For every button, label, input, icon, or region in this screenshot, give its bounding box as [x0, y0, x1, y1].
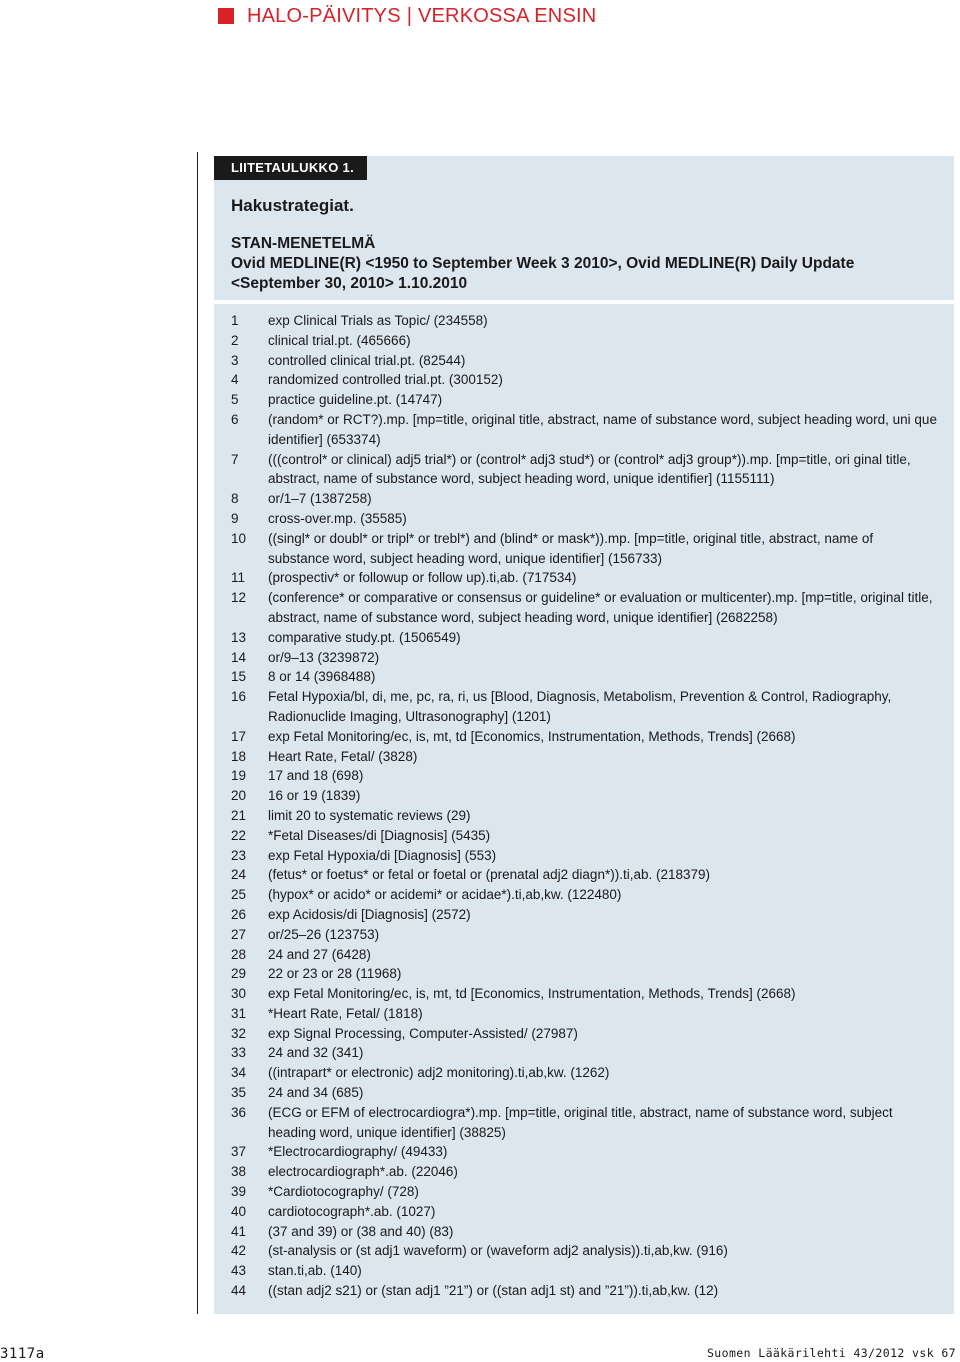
table-title: Hakustrategiat.: [231, 196, 354, 215]
search-row: [214, 509, 954, 529]
search-row-number: 12: [231, 590, 247, 606]
search-row: [214, 450, 954, 490]
search-row-query: cardiotocograph*.ab. (1027): [268, 1203, 436, 1219]
search-row: [214, 865, 954, 885]
search-row: [214, 984, 954, 1004]
search-row-query: comparative study.pt. (1506549): [268, 629, 461, 645]
search-row: [214, 925, 954, 945]
search-row-number: 14: [231, 649, 247, 665]
search-row-query: (prospectiv* or followup or follow up).ti,ab. (717534): [268, 570, 577, 586]
search-row-query: (fetus* or foetus* or fetal or foetal or (prenatal adj2 diagn*)).ti,ab. (218379): [268, 867, 710, 883]
search-row-number: 33: [231, 1045, 247, 1061]
margin-rule: [197, 152, 198, 1314]
search-row-number: 20: [231, 788, 247, 804]
search-row-number: 8: [231, 491, 239, 507]
search-row-query: (hypox* or acido* or acidemi* or acidae*).ti,ab,kw. (122480): [268, 887, 622, 903]
search-row-number: 10: [231, 530, 247, 546]
search-row-number: 22: [231, 827, 247, 843]
search-row: [214, 885, 954, 905]
red-square-icon: [218, 8, 234, 24]
search-row-query: *Electrocardiography/ (49433): [268, 1144, 448, 1160]
search-row-query: Heart Rate, Fetal/ (3828): [268, 748, 418, 764]
search-row-query: exp Fetal Hypoxia/di [Diagnosis] (553): [268, 847, 497, 863]
search-row-number: 21: [231, 807, 247, 823]
search-row-number: 32: [231, 1025, 247, 1041]
search-row-query: or/25–26 (123753): [268, 926, 380, 942]
search-row-number: 43: [231, 1263, 247, 1279]
search-row: [214, 1043, 954, 1063]
table-label-bar: [214, 156, 954, 180]
search-row: [214, 568, 954, 588]
search-row-number: 26: [231, 906, 247, 922]
search-row-number: 40: [231, 1203, 247, 1219]
search-row: [214, 945, 954, 965]
search-row-query: (conference* or comparative or consensus or guideline* or evaluation or multicenter).mp. [mp=title, original title, abstract, name of substance word, subject heading word, unique identifier] (2682258): [268, 590, 933, 625]
search-row-number: 13: [231, 629, 247, 645]
search-row: [214, 1202, 954, 1222]
search-row: [214, 370, 954, 390]
search-row-number: 2: [231, 332, 239, 348]
search-row-number: 17: [231, 728, 247, 744]
search-row-query: 17 and 18 (698): [268, 768, 364, 784]
search-row: [214, 1162, 954, 1182]
search-row: [214, 1281, 954, 1301]
search-row-query: 22 or 23 or 28 (11968): [268, 966, 402, 982]
search-row-number: 38: [231, 1164, 247, 1180]
search-row: [214, 648, 954, 668]
search-row-number: 5: [231, 392, 239, 408]
search-row-number: 23: [231, 847, 247, 863]
search-row-number: 41: [231, 1223, 247, 1239]
search-row-query: 24 and 32 (341): [268, 1045, 364, 1061]
search-row-query: stan.ti,ab. (140): [268, 1263, 362, 1279]
search-row: [214, 410, 954, 450]
search-row-number: 37: [231, 1144, 247, 1160]
search-row-query: ((intrapart* or electronic) adj2 monitoring).ti,ab,kw. (1262): [268, 1065, 610, 1081]
search-row: [214, 826, 954, 846]
search-row-number: 31: [231, 1005, 247, 1021]
search-row-number: 4: [231, 372, 239, 388]
search-row: [214, 1024, 954, 1044]
search-row-number: 11: [231, 570, 246, 586]
search-row-query: (random* or RCT?).mp. [mp=title, original title, abstract, name of substance word, subject heading word, uni que identifier] (653374): [268, 411, 937, 447]
search-row-query: (((control* or clinical) adj5 trial*) or (control* adj3 stud*) or (control* adj3 group*)).mp. [mp=title, ori ginal title, abstract, name of substance word, subject heading word, unique identifier] (1155111): [268, 451, 911, 487]
search-row-number: 28: [231, 946, 247, 962]
search-row: [214, 806, 954, 826]
publication-info: Suomen Lääkärilehti 43/2012 vsk 67: [706, 1346, 956, 1360]
search-row: [214, 727, 954, 747]
search-row-query: practice guideline.pt. (14747): [268, 392, 443, 408]
method-name: STAN-MENETELMÄ: [231, 235, 376, 252]
search-row-number: 6: [231, 411, 239, 427]
search-row-number: 25: [231, 887, 247, 903]
search-row: [214, 1241, 954, 1261]
search-row-number: 35: [231, 1085, 247, 1101]
search-row: [214, 1261, 954, 1281]
search-row: [214, 1142, 954, 1162]
search-row: [214, 1083, 954, 1103]
search-row: [214, 351, 954, 371]
search-row-number: 19: [231, 768, 247, 784]
search-row-query: (st-analysis or (st adj1 waveform) or (waveform adj2 analysis)).ti,ab,kw. (916): [268, 1243, 728, 1259]
search-row-query: (ECG or EFM of electrocardiogra*).mp. [mp=title, original title, abstract, name of substance word, subject heading word, unique identifier] (38825): [268, 1104, 893, 1140]
search-row-query: clinical trial.pt. (465666): [268, 332, 411, 348]
search-row-query: *Cardiotocography/ (728): [268, 1184, 419, 1200]
search-row-query: exp Fetal Monitoring/ec, is, mt, td [Economics, Instrumentation, Methods, Trends] (2668): [268, 728, 796, 744]
search-row-number: 9: [231, 510, 239, 526]
search-row: [214, 331, 954, 351]
search-row-query: or/9–13 (3239872): [268, 649, 380, 665]
search-row-query: *Fetal Diseases/di [Diagnosis] (5435): [268, 827, 491, 843]
panel-divider: [214, 300, 954, 304]
search-strategy-list: [214, 311, 954, 1301]
search-row-query: exp Fetal Monitoring/ec, is, mt, td [Economics, Instrumentation, Methods, Trends] (2668): [268, 986, 796, 1002]
search-row: [214, 489, 954, 509]
search-row: [214, 1063, 954, 1083]
search-row-query: Fetal Hypoxia/bl, di, me, pc, ra, ri, us [Blood, Diagnosis, Metabolism, Prevention & Control, Radiography, Radionuclide Imaging, Ultrasonography] (1201): [268, 689, 892, 724]
search-row-number: 24: [231, 867, 247, 883]
page-header: [218, 4, 596, 28]
search-row: [214, 687, 954, 727]
search-row-query: (37 and 39) or (38 and 40) (83): [268, 1223, 454, 1239]
search-row: [214, 1182, 954, 1202]
search-row-query: exp Acidosis/di [Diagnosis] (2572): [268, 906, 471, 922]
search-row: [214, 311, 954, 331]
header-separator: |: [406, 5, 412, 27]
search-row-number: 7: [231, 451, 239, 467]
search-row-number: 3: [231, 352, 239, 368]
search-row-number: 18: [231, 748, 247, 764]
search-row-query: cross-over.mp. (35585): [268, 510, 407, 526]
search-row-number: 42: [231, 1243, 247, 1259]
search-row: [214, 1103, 954, 1143]
search-row-query: *Heart Rate, Fetal/ (1818): [268, 1005, 423, 1021]
search-row: [214, 667, 954, 687]
search-row-number: 16: [231, 689, 247, 705]
search-row-query: ((stan adj2 s21) or (stan adj1 ”21”) or ((stan adj1 st) and ”21”)).ti,ab,kw. (12): [268, 1283, 719, 1299]
search-row-number: 30: [231, 986, 247, 1002]
search-row-number: 29: [231, 966, 247, 982]
search-row-query: 24 and 27 (6428): [268, 946, 371, 962]
search-row-query: 16 or 19 (1839): [268, 788, 361, 804]
search-row-query: limit 20 to systematic reviews (29): [268, 807, 471, 823]
search-row-query: exp Signal Processing, Computer-Assisted/ (27987): [268, 1025, 578, 1041]
search-row: [214, 529, 954, 569]
search-row-number: 27: [231, 926, 247, 942]
search-row-number: 36: [231, 1104, 247, 1120]
search-row: [214, 588, 954, 628]
search-row-number: 44: [231, 1283, 247, 1299]
search-row: [214, 846, 954, 866]
search-row: [214, 390, 954, 410]
search-row-query: electrocardiograph*.ab. (22046): [268, 1164, 458, 1180]
search-row-query: ((singl* or doubl* or tripl* or trebl*) and (blind* or mask*)).mp. [mp=title, original title, abstract, name of substance word, subject heading word, unique identifier] (156733): [268, 530, 874, 566]
search-row-query: 24 and 34 (685): [268, 1085, 364, 1101]
search-row-query: randomized controlled trial.pt. (300152): [268, 372, 503, 388]
search-row-number: 34: [231, 1065, 247, 1081]
search-row: [214, 628, 954, 648]
search-row: [214, 1222, 954, 1242]
search-row: [214, 786, 954, 806]
search-row: [214, 905, 954, 925]
header-section-name: HALO-PÄIVITYS: [247, 5, 401, 27]
search-row: [214, 964, 954, 984]
search-row-query: controlled clinical trial.pt. (82544): [268, 352, 466, 368]
database-source-line-1: Ovid MEDLINE(R) <1950 to September Week 3 2010>, Ovid MEDLINE(R) Daily Update: [231, 255, 855, 272]
search-row-query: 8 or 14 (3968488): [268, 669, 376, 685]
search-row: [214, 747, 954, 767]
search-row-number: 39: [231, 1184, 247, 1200]
search-row-query: exp Clinical Trials as Topic/ (234558): [268, 313, 488, 328]
search-row: [214, 1004, 954, 1024]
search-row-query: or/1–7 (1387258): [268, 491, 372, 507]
header-subsection-name: VERKOSSA ENSIN: [417, 5, 597, 27]
page-code: 3117a: [0, 1346, 45, 1362]
search-row: [214, 766, 954, 786]
database-source-line-2: <September 30, 2010> 1.10.2010: [231, 275, 468, 292]
search-row-number: 15: [231, 669, 247, 685]
table-label: LIITETAULUKKO 1.: [214, 156, 367, 180]
search-row-number: 1: [231, 313, 239, 328]
